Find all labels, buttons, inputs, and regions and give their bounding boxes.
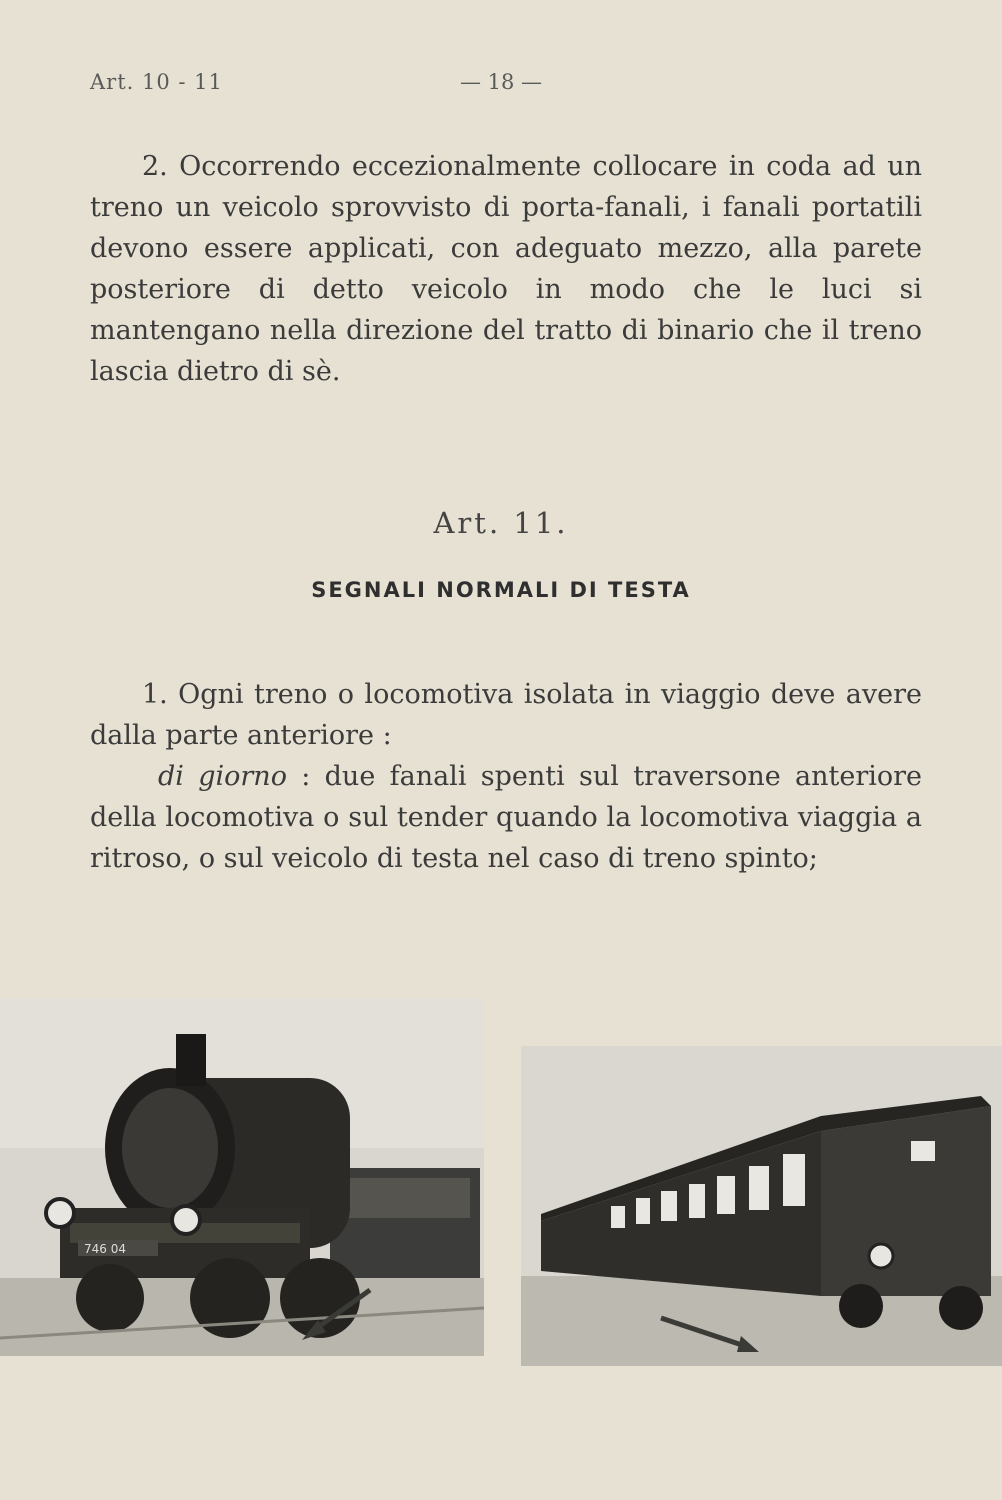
paragraph-1-front-signals: 1. Ogni treno o locomotiva isolata in viaggio deve avere dalla parte anteriore : xyxy=(90,679,922,751)
number-plate: 746 04 xyxy=(84,1242,126,1256)
page-number: — 18 — xyxy=(459,70,543,94)
paragraph-daytime xyxy=(90,756,922,879)
steam-locomotive-icon xyxy=(0,998,484,1356)
running-head xyxy=(90,62,912,98)
locomotive-photo xyxy=(0,998,484,1356)
section-heading: SEGNALI NORMALI DI TESTA xyxy=(311,578,691,602)
article-title: Art. 11. xyxy=(433,506,569,540)
paragraph-2-rear-lights: 2. Occorrendo eccezionalmente collocare in coda ad un treno un veicolo sprovvisto di porta-fanali, i fanali portatili devono essere applicati, con adeguato mezzo, alla parete posteriore di detto veicolo in modo che le luci si mantengano nella direzione del tratto di binario che il treno lascia dietro di sè. xyxy=(90,151,922,387)
passenger-coach-icon xyxy=(521,1046,1002,1366)
daytime-label: di giorno xyxy=(158,761,287,792)
article-reference: Art. 10 - 11 xyxy=(90,70,223,94)
daytime-text: : due fanali spenti sul traversone anteriore della locomotiva o sul tender quando la locomotiva viaggia a ritroso, o sul veicolo di testa nel caso di treno spinto; xyxy=(90,761,922,874)
coach-photo xyxy=(521,1046,1002,1366)
